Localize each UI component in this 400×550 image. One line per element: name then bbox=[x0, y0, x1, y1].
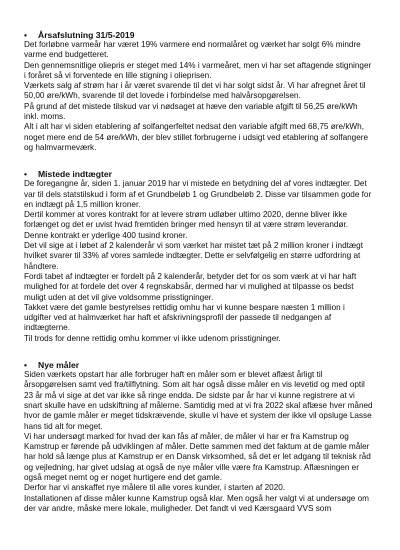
section-heading bbox=[24, 30, 374, 40]
bullet-icon: • bbox=[24, 30, 28, 40]
paragraph: Vi har undersøgt marked for hvad der kan fås af måler, de måler vi har er fra Kamstrup og Kamstrup er førende på udviklingen af måler. Dette sammen med det faktum at de gamle måler har hold så længe plus at Kamstrup er en Dansk virksomhed, så det er let adgang til teknisk råd og vejledning, har givet udslag at også de nye måler ville være fra Kamstrup. Aflæsningen er også meget nemt og er noget hurtigere end det gamle. bbox=[24, 431, 371, 482]
paragraph: Det forløbne varmeår har været 19% varmere end normalåret og værket har solgt 6% mindre varme end budgetteret. bbox=[24, 40, 361, 60]
section-heading-text: Nye måler bbox=[38, 360, 80, 371]
paragraph: Installationen af disse måler kunne Kamstrup også klar. Men også her valgt vi at undersøge om der var andre, måske mere lokale, muligheder. Det fandt vi ved Kærsgaard VVS som bbox=[24, 493, 369, 513]
paragraph: Derfor har vi anskaffet nye målere til alle vores kunder, i starten af 2020. bbox=[24, 483, 286, 493]
section-heading bbox=[24, 360, 374, 370]
paragraph: Til trods for denne rettidig omhu kommer vi ikke udenom prisstigninger. bbox=[24, 333, 281, 343]
section-nye-maaler bbox=[24, 360, 374, 514]
bullet-icon: • bbox=[24, 360, 28, 371]
paragraph: Takket være det gamle bestyrelses rettidig omhu har vi kunne bespare næsten 1 million i udgifter ved at halmværket har haft et afskrivningsprofil der passede til nedgangen af indtægterne. bbox=[24, 302, 345, 333]
paragraph: Den gennemsnitlige oliepris er steget med 14% i varmeåret, men vi har set aftagende stigninger i foråret så vi forventede en lille stigning i olieprisen. bbox=[24, 60, 372, 80]
paragraph: De foregangne år, siden 1. januar 2019 har vi mistede en betydning del af vores indtægter. Det var til dels statstilskud i form af et Grundbeløb 1 og Grundbeløb 2. Disse var tilsammen gode for en indtægt på 1,5 million kroner. bbox=[24, 179, 372, 209]
paragraph: Det vil sige at i løbet af 2 kalenderår vi som værket har mistet tæt på 2 million kroner i indtægt hvilket svarer til 33% af vores samlede indtægter. Dette er selvfølgelig en større udfordring at håndtere. bbox=[24, 241, 364, 271]
section-heading-text: Mistede indtægter bbox=[38, 169, 113, 180]
paragraph: Alt i alt har vi siden etablering af solfangerfeltet nedsat den variable afgift med 68,75 øre/kWh, noget mere end de 54 øre/kWh, der blev stillet forbrugerne i udsigt ved etablering af solfangere og halmvarmeværk. bbox=[24, 122, 369, 152]
paragraph: På grund af det mistede tilskud var vi nødsaget at hæve den variable afgift til 56,25 øre/kWh inkl. moms. bbox=[24, 101, 358, 122]
paragraph: Værkets salg af strøm har i år været svarende til det vi har solgt sidst år. Vi har afregnet året til 50,00 øre/kWh, svarende til det lovede i forbindelse med halvårsopgørelsen. bbox=[24, 81, 366, 101]
paragraph: Siden værkets opstart har alle forbruger haft en måler som er blevet aflæst årligt til årsopgørelsen samt ved fra/tilflytning. Som alt har også disse måler en vis levetid og med optil 23 år må vi sige at det var ikke så ringe endda. De sidste par år har vi kunne registrere at vi snart skulle have en udskiftning af målerne. Samtidig med at vi fra 2022 skal aflæse hver måned hvor de gamle måler er meget tidskrævende, skulle vi have et system der ikke vil opsluge Lasse hans tid alt for meget. bbox=[24, 370, 373, 431]
section-aarsafslutning bbox=[24, 30, 374, 153]
paragraph: Dertil kommer at vores kontrakt for at levere strøm udløber ultimo 2020, denne bliver ikke forlænget og det er uvist hvad fremtiden bringer med hensyn til at være strøm leverandør. Denne kontrakt er yderlige 400 tusind kroner. bbox=[24, 210, 349, 240]
bullet-icon: • bbox=[24, 169, 28, 180]
section-mistede-indtaegter bbox=[24, 169, 374, 344]
section-heading bbox=[24, 169, 374, 179]
paragraph: Fordi tabet af indtægter er fordelt på 2 kalenderår, betyder det for os som værk at vi har haft mulighed for at fordele det over 4 regnskabsår, dermed har vi mulighed at tilpasse os bedst muligt uden at det vil give voldsomme prisstigninger. bbox=[24, 271, 357, 302]
section-heading-text: Årsafslutning 31/5-2019 bbox=[38, 30, 135, 40]
